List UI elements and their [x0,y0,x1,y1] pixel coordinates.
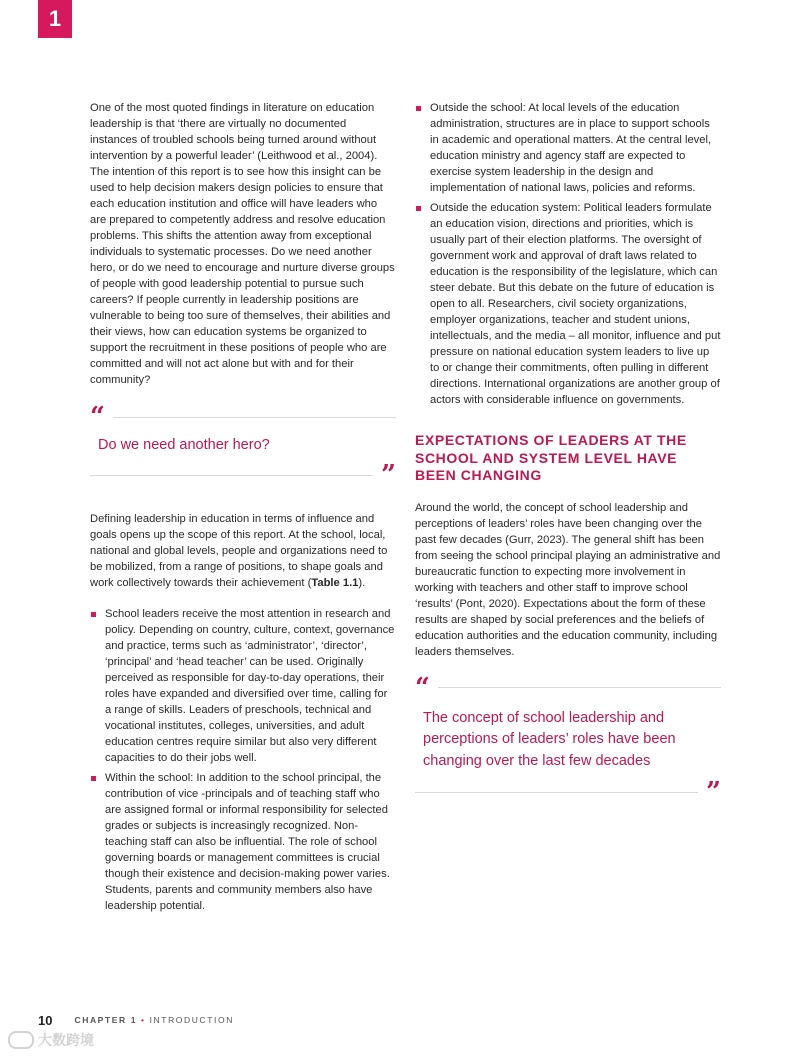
pull-quote-text: The concept of school leadership and perceptions of leaders’ roles have been changing over the last few decades [423,709,676,769]
left-bullet-list [90,606,396,914]
section-heading: EXPECTATIONS OF LEADERS AT THE SCHOOL AND SYSTEM LEVEL HAVE BEEN CHANGING [415,432,687,483]
watermark-logo-icon [8,1031,34,1049]
watermark-text: 大数跨境 [38,1032,94,1048]
list-item: Outside the education system: Political leaders formulate an education vision, directions and priorities, which is usually part of their election platforms. The oversight of government work and approval of draft laws related to education is the responsibility of the legislature, which can steer debate. But this debate on the future of education is open to all. Researchers, civil society organizations, employer organizations, teacher and student unions, intellectuals, and the media – all monitor, influence and put pressure on national education system leaders to live up to or change their commitments, often pulling in different directions. International organizations are another group of actors with considerable influence on governments. [415,200,721,408]
defining-paragraph: Defining leadership in education in terms of influence and goals opens up the scope of this report. At the school, local, national and global levels, people and organizations need to be mobilized, from a range of positions, to shape goals and work collectively towards their achievement (Table 1.1). [90,513,388,589]
page-footer [38,1012,234,1028]
intro-paragraph: One of the most quoted findings in literature on education leadership is that ‘there are virtually no documented instances of troubled schools being turned around without intervention by a powerful leader’ (Leithwood et al., 2004). The intention of this report is to see how this insight can be used to help decision makers design policies to ensure that each education institution and office will have leaders who are prepared to competently address and resolve education problems. This shifts the attention away from exceptional individuals to systematic processes. Do we need another hero, or do we need to encourage and nurture diverse groups of people with good leadership potential to pursue such careers? If people currently in leadership positions are vulnerable to being too sure of themselves, their abilities and their views, how can education systems be organized to support the recruitment in these positions of people who are committed and will not act alone but with and for their community? [90,102,395,386]
close-quote-icon: ” [415,784,721,800]
watermark [8,1030,94,1050]
right-bullet-list [415,100,721,408]
running-footer: CHAPTER 1 • INTRODUCTION [74,1015,234,1025]
list-item: Within the school: In addition to the school principal, the contribution of vice -principals and of teaching staff who are assigned formal or informal responsibility for selected grades or subjects is increasingly recognized. Non-teaching staff can also be influential. The role of school governing boards or management committees is crucial though their existence and decision-making power varies. Students, parents and community members also have leadership potential. [90,770,396,914]
pull-quote-text: Do we need another hero? [98,437,270,453]
list-item: Outside the school: At local levels of the education administration, structures are in place to support schools in academic and operational matters. At the central level, education ministry and agency staff are expected to exercise system leadership in the design and implementation of national laws, policies and reforms. [415,100,721,196]
page-number: 10 [38,1012,53,1028]
pull-quote-concept [415,672,721,807]
right-column [415,100,721,807]
open-quote-icon: “ [90,409,396,425]
left-column [90,100,396,918]
list-item: School leaders receive the most attention in research and policy. Depending on country, culture, context, governance and practice, terms such as ‘administrator’, ‘director’, ‘principal’ and ‘head teacher’ can be used. Originally perceived as responsible for day-to-day operations, their roles have expanded and diversified over time, calling for a range of skills. Leaders of preschools, technical and vocational institutes, colleges, universities, and adult education centres require similar but also very different capacities to do their jobs well. [90,606,396,766]
expectations-paragraph: Around the world, the concept of school leadership and perceptions of leaders’ roles have been changing over the past few decades (Gurr, 2023). The general shift has been from seeing the school principal playing an administrative and bureaucratic function to expecting more involvement in working with teachers and other staff to improve school ‘results’ (Pont, 2020). Expectations about the form of these results are shaped by social preferences and the beliefs of education authorities and the education community, including leaders themselves. [415,501,721,658]
open-quote-icon: “ [415,680,721,696]
table-reference: Table 1.1 [311,577,359,589]
chapter-tab: 1 [38,0,72,38]
close-quote-icon: ” [90,467,396,483]
pull-quote-hero [90,402,396,490]
